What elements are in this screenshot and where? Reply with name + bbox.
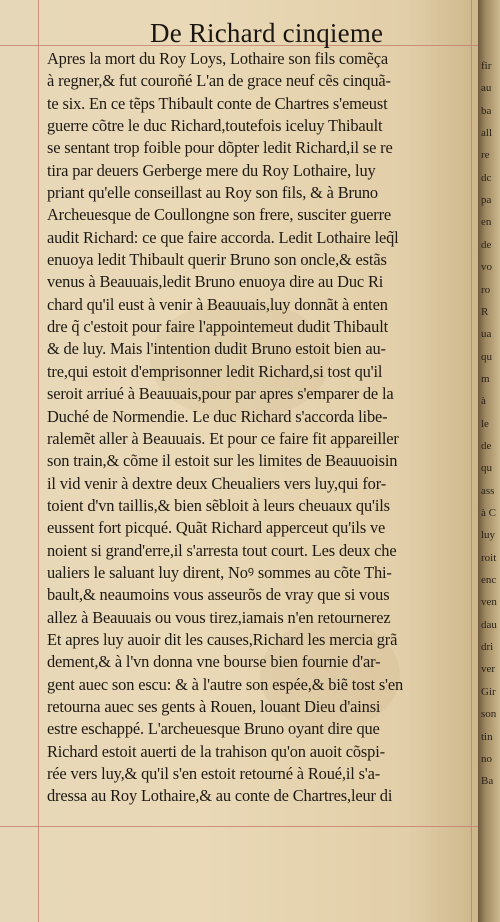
text-line: toient d'vn taillis,& bien sẽbloit à leurs cheuaux qu'ils <box>47 495 390 515</box>
facing-page-fragment: ver <box>481 663 496 676</box>
facing-page-fragment: Ba <box>481 775 494 788</box>
text-line: allez à Beauuais ou vous tirez,iamais n'en retournerez <box>47 607 391 627</box>
facing-page-fragment: tin <box>481 730 493 743</box>
text-line: estre eschappé. L'archeuesque Bruno oyant dire que <box>47 719 380 739</box>
text-line: son train,& cõme il estoit sur les limites de Beauuoisin <box>47 451 398 471</box>
text-line: audit Richard: ce que faire accorda. Ledit Lothaire leq̃l <box>47 227 399 247</box>
text-line: te six. En ce tẽps Thibault conte de Chartres s'emeust <box>47 93 388 113</box>
text-line: enuoya ledit Thibault querir Bruno son oncle,& estãs <box>47 250 387 270</box>
facing-page-fragment: de <box>481 238 492 251</box>
text-line: Archeuesque de Coullongne son frere, susciter guerre <box>47 205 392 225</box>
facing-page-fragment: ven <box>481 596 497 609</box>
text-line: rée vers luy,& qu'il s'en estoit retourné à Roué,il s'a- <box>47 764 381 783</box>
text-line: dement,& à l'vn donna vne bourse bien fournie d'ar- <box>47 652 381 672</box>
text-line: priant qu'elle conseillast au Roy son fils, & à Bruno <box>47 183 378 203</box>
facing-page-fragment: dc <box>481 171 492 184</box>
facing-page-fragment: re <box>481 149 490 162</box>
facing-page-fragment: ua <box>481 328 492 341</box>
facing-page-fragment: roit <box>481 551 497 564</box>
facing-page-fragment: qu <box>481 350 492 363</box>
text-line: gent auec son escu: & à l'autre son espée,& biẽ tost s'en <box>47 674 404 694</box>
facing-page-edge <box>478 0 500 922</box>
text-line: tre,qui estoit d'emprisonner ledit Richard,si tost qu'il <box>47 361 383 381</box>
text-line: ralemẽt aller à Beauuais. Et pour ce faire fit appareiller <box>47 428 399 448</box>
facing-page-fragment: luy <box>481 529 496 542</box>
facing-page-fragment: qu <box>481 462 492 475</box>
text-line: Richard estoit auerti de la trahison qu'on auoit cõspi- <box>47 741 385 761</box>
text-line: dressa au Roy Lothaire,& au conte de Chartres,leur di <box>47 786 393 806</box>
text-line: & de luy. Mais l'intention dudit Bruno estoit bien au- <box>47 339 386 359</box>
text-line: retourna auec ses gents à Rouen, louant Dieu d'ainsi <box>47 696 381 716</box>
text-line: Duché de Normendie. Le duc Richard s'accorda libe- <box>47 406 388 426</box>
running-header: De Richard cinqieme <box>150 18 384 48</box>
facing-page-fragment: à <box>481 395 486 408</box>
facing-page-fragment: ba <box>481 104 492 117</box>
facing-page-fragment: all <box>481 127 492 140</box>
text-line: guerre cõtre le duc Richard,toutefois iceluy Thibault <box>47 116 383 136</box>
facing-page-fragment: dri <box>481 641 494 654</box>
facing-page-fragment: m <box>481 372 490 385</box>
facing-page-fragment: pa <box>481 194 492 207</box>
margin-rule-left <box>38 0 39 922</box>
facing-page-fragment: dau <box>481 618 497 631</box>
facing-page-fragment: en <box>481 216 492 229</box>
text-line: bault,& neaumoins vous asseurõs de vray que si vous <box>47 585 390 605</box>
text-line: Apres la mort du Roy Loys, Lothaire son fils comẽça <box>47 49 389 68</box>
facing-page-fragment: enc <box>481 574 497 587</box>
facing-page-fragment: vo <box>481 261 492 274</box>
facing-page-fragment: ass <box>481 484 495 497</box>
text-line: se sentant trop foible pour dõpter ledit Richard,il se re <box>47 138 393 158</box>
text-line: à regner,& fut couroñé L'an de grace neuf cẽs cinquã- <box>47 71 391 91</box>
margin-rule-bottom <box>0 826 478 827</box>
text-line: noient si grand'erre,il s'arresta tout court. Les deux che <box>47 540 397 560</box>
text-line: seroit arriué à Beauuais,pour par apres s'emparer de la <box>47 384 394 404</box>
text-line: eussent fort picqué. Quãt Richard apperceut qu'ils ve <box>47 518 386 538</box>
text-line: dre q̃ c'estoit pour faire l'appointemeut dudit Thibault <box>47 317 389 337</box>
facing-page-fragment: fir <box>481 60 492 72</box>
facing-page-fragment: ro <box>481 283 491 296</box>
body-text <box>47 48 477 808</box>
facing-page-fragment: no <box>481 752 492 765</box>
text-line: ualiers le saluant luy dirent, Noꝰ sommes au cõte Thi- <box>47 562 392 582</box>
text-line: chard qu'il eust à venir à Beauuais,luy donnãt à enten <box>47 294 388 314</box>
facing-page-fragment: Gir <box>481 685 496 698</box>
facing-page-fragment: R <box>481 305 489 318</box>
facing-page-fragment: au <box>481 82 492 95</box>
facing-page-fragment: à C <box>481 507 496 519</box>
text-line: tira par deuers Gerberge mere du Roy Lothaire, luy <box>47 160 376 180</box>
facing-page-fragment: le <box>481 417 489 430</box>
facing-page-fragment: de <box>481 439 492 452</box>
text-line: il vid venir à dextre deux Cheualiers vers luy,qui for- <box>47 473 387 493</box>
text-line: venus à Beauuais,ledit Bruno enuoya dire au Duc Ri <box>47 272 384 292</box>
text-line: Et apres luy auoir dit les causes,Richard les mercia grã <box>47 629 398 649</box>
facing-page-fragment: son <box>481 708 497 721</box>
